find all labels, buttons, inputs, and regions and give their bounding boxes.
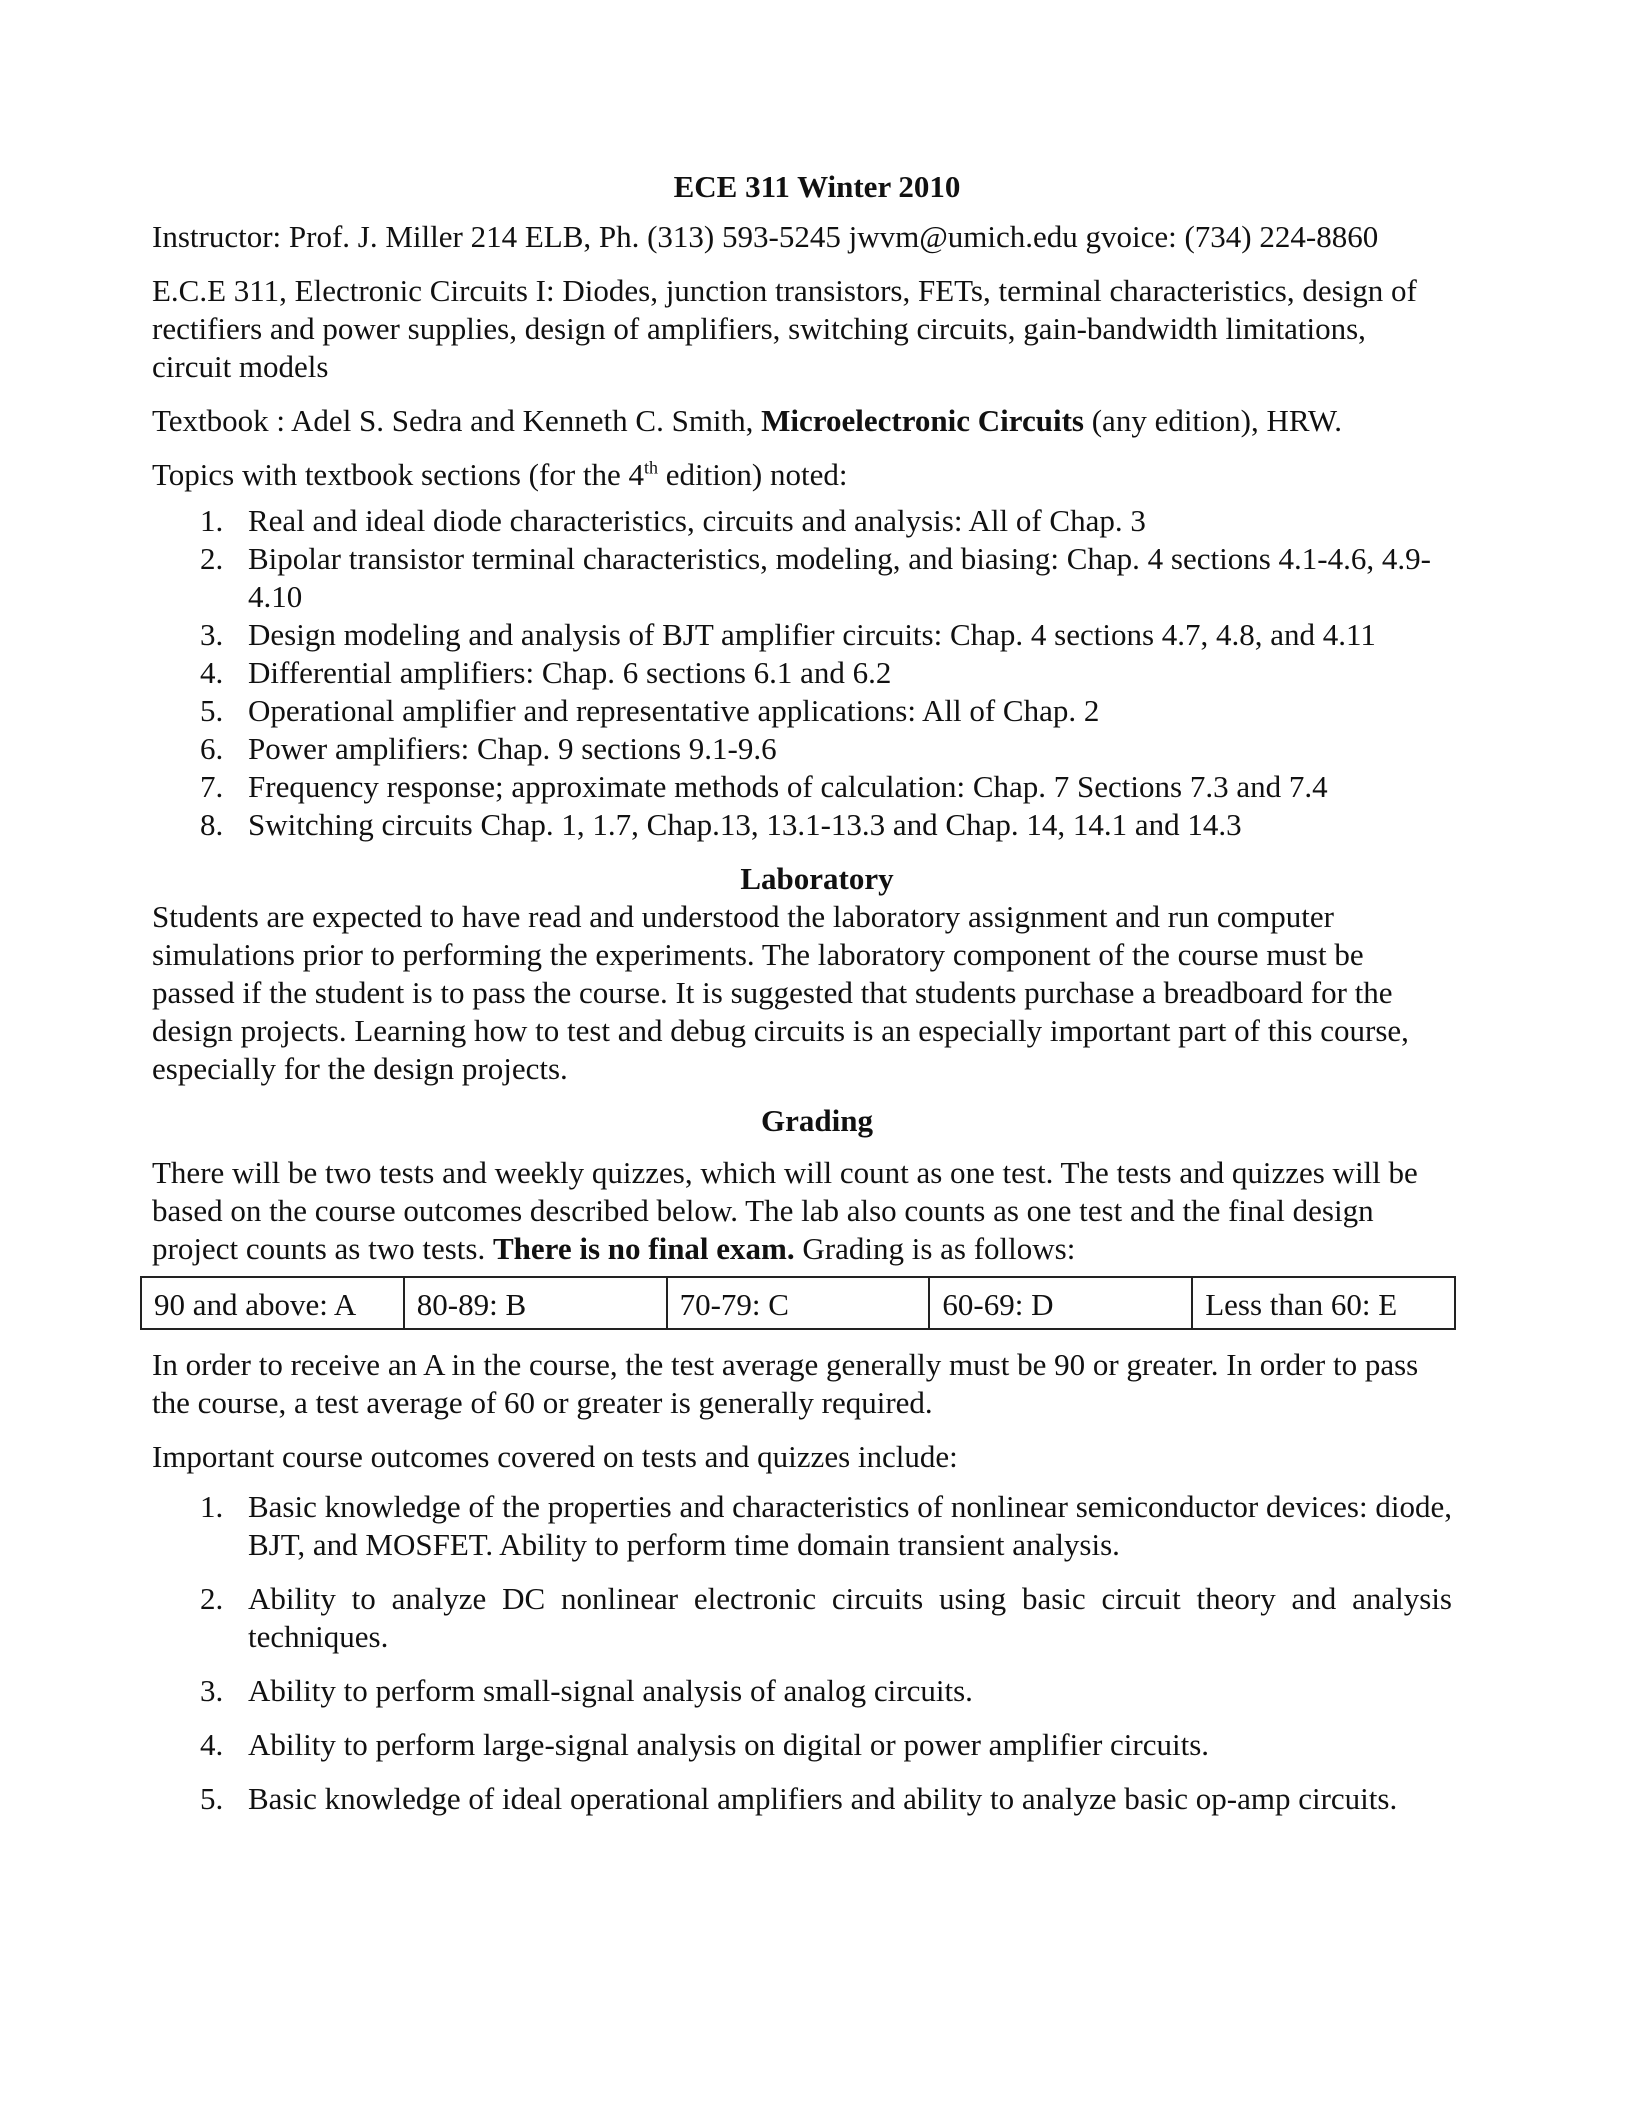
textbook-line	[152, 402, 1452, 440]
grading-heading: Grading	[761, 1103, 873, 1138]
list-item-number: 4.	[200, 1727, 224, 1762]
page-title: ECE 311 Winter 2010	[673, 169, 961, 204]
list-item-number: 1.	[200, 1489, 224, 1524]
list-item	[152, 1488, 1452, 1564]
laboratory-text: Students are expected to have read and understood the laboratory assignment and run computer simulations prior to performing the experiments. The laboratory component of the course must be passed if the student is to pass the course. It is suggested that students purchase a breadboard for the design projects. Learning how to test and debug circuits is an especially important part of this course, especially for the design projects.	[152, 899, 1409, 1086]
outcomes-intro: Important course outcomes covered on tests and quizzes include:	[152, 1439, 958, 1474]
list-item-number: 3.	[200, 1673, 224, 1708]
list-item-number: 2.	[200, 541, 224, 576]
grading-note: In order to receive an A in the course, the test average generally must be 90 or greater. In order to pass the course, a test average of 60 or greater is generally required.	[152, 1347, 1419, 1420]
list-item-number: 4.	[200, 655, 224, 690]
topics-intro-text-end: edition) noted:	[658, 457, 848, 492]
list-item	[152, 1726, 1452, 1764]
list-item	[152, 1780, 1452, 1818]
list-item-text: Bipolar transistor terminal characteristics, modeling, and biasing: Chap. 4 sections 4.1-4.6, 4.9-4.10	[248, 541, 1431, 614]
list-item	[152, 540, 1452, 616]
grade-cell-a: 90 and above: A	[141, 1277, 404, 1329]
list-item-number: 7.	[200, 769, 224, 804]
list-item-text: Ability to perform small-signal analysis of analog circuits.	[248, 1673, 973, 1708]
list-item-text: Switching circuits Chap. 1, 1.7, Chap.13, 13.1-13.3 and Chap. 14, 14.1 and 14.3	[248, 807, 1242, 842]
list-item-text: Operational amplifier and representative applications: All of Chap. 2	[248, 693, 1100, 728]
list-item	[152, 692, 1452, 730]
grading-text-main: There will be two tests and weekly quizzes, which will count as one test. The tests and quizzes will be based on the course outcomes described below. The lab also counts as one test and the final design project counts as two tests.	[152, 1155, 1418, 1266]
grade-cell-e: Less than 60: E	[1192, 1277, 1455, 1329]
list-item	[152, 730, 1452, 768]
list-item-text: Real and ideal diode characteristics, circuits and analysis: All of Chap. 3	[248, 503, 1146, 538]
topics-intro-text: Topics with textbook sections (for the 4	[152, 457, 645, 492]
list-item-number: 5.	[200, 1781, 224, 1816]
list-item-number: 6.	[200, 731, 224, 766]
edition-superscript: th	[644, 457, 659, 478]
outcomes-list	[152, 1488, 1452, 1818]
list-item	[152, 1672, 1452, 1710]
grade-cell-d: 60-69: D	[929, 1277, 1192, 1329]
list-item-text: Design modeling and analysis of BJT amplifier circuits: Chap. 4 sections 4.7, 4.8, and 4.11	[248, 617, 1376, 652]
list-item-number: 1.	[200, 503, 224, 538]
list-item-number: 8.	[200, 807, 224, 842]
list-item-number: 2.	[200, 1581, 224, 1616]
list-item-text: Basic knowledge of ideal operational amplifiers and ability to analyze basic op-amp circuits.	[248, 1781, 1398, 1816]
list-item-text: Power amplifiers: Chap. 9 sections 9.1-9.6	[248, 731, 777, 766]
grading-scale-table	[140, 1276, 1456, 1330]
grading-text	[152, 1154, 1452, 1268]
no-final-exam-note: There is no final exam.	[492, 1231, 795, 1266]
list-item-number: 3.	[200, 617, 224, 652]
table-row	[141, 1277, 1455, 1329]
list-item	[152, 768, 1452, 806]
list-item-text: Ability to analyze DC nonlinear electronic circuits using basic circuit theory and analysis techniques.	[248, 1581, 1452, 1654]
grading-text-end: Grading is as follows:	[794, 1231, 1076, 1266]
grade-cell-c: 70-79: C	[667, 1277, 930, 1329]
list-item-text: Differential amplifiers: Chap. 6 sections 6.1 and 6.2	[248, 655, 892, 690]
list-item	[152, 806, 1452, 844]
list-item	[152, 1580, 1452, 1656]
syllabus-page	[152, 168, 1452, 1834]
list-item	[152, 616, 1452, 654]
list-item-text: Frequency response; approximate methods of calculation: Chap. 7 Sections 7.3 and 7.4	[248, 769, 1328, 804]
topics-list	[152, 502, 1452, 844]
list-item-number: 5.	[200, 693, 224, 728]
grade-cell-b: 80-89: B	[404, 1277, 667, 1329]
course-description: E.C.E 311, Electronic Circuits I: Diodes, junction transistors, FETs, terminal characteristics, design of rectifiers and power supplies, design of amplifiers, switching circuits, gain-bandwidth limitations, circuit models	[152, 273, 1417, 384]
list-item-text: Ability to perform large-signal analysis on digital or power amplifier circuits.	[248, 1727, 1210, 1762]
instructor-line: Instructor: Prof. J. Miller 214 ELB, Ph. (313) 593-5245 jwvm@umich.edu gvoice: (734) 224-8860	[152, 219, 1379, 254]
list-item	[152, 654, 1452, 692]
textbook-prefix: Textbook : Adel S. Sedra and Kenneth C. Smith,	[152, 403, 762, 438]
list-item-text: Basic knowledge of the properties and characteristics of nonlinear semiconductor devices: diode, BJT, and MOSFET. Ability to perform time domain transient analysis.	[248, 1489, 1452, 1562]
topics-intro	[152, 456, 1452, 494]
laboratory-heading: Laboratory	[740, 861, 894, 896]
list-item	[152, 502, 1452, 540]
textbook-title: Microelectronic Circuits	[761, 403, 1084, 438]
textbook-suffix: (any edition), HRW.	[1083, 403, 1343, 438]
